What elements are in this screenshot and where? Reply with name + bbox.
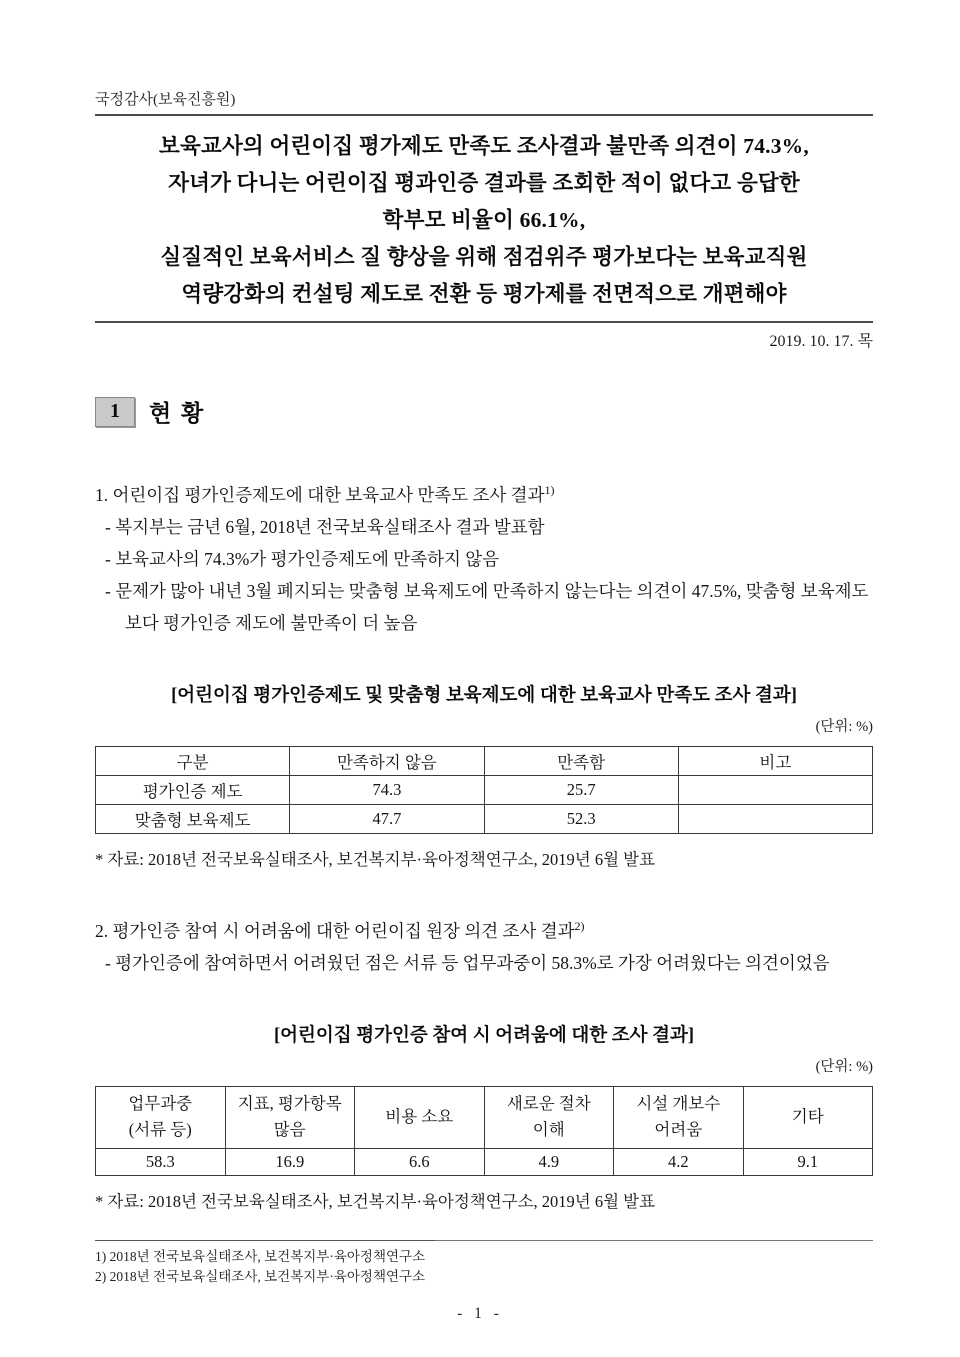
row-1-note [678,775,872,804]
value-new-procedure: 4.9 [484,1148,614,1175]
title-line-5: 역량강화의 컨설팅 제도로 전환 등 평가제를 전면적으로 개편해야 [181,282,787,306]
col-header-facility: 시설 개보수 어려움 [614,1086,744,1148]
item-1-bullet-3: - 문제가 많아 내년 3월 폐지되는 맞춤형 보육제도에 만족하지 않는다는 의견이 47.5%, 맞춤형 보육제도보다 평가인증 제도에 불만족이 더 높음 [105,580,869,633]
document-category-label: 국정감사(보육진흥원) [95,0,873,116]
row-1-not-satisfied: 74.3 [290,775,484,804]
table-2-caption: [어린이집 평가인증 참여 시 어려움에 대한 조사 결과] [274,1025,694,1046]
col-header-indicators: 지표, 평가항목 많음 [225,1086,355,1148]
difficulty-table [95,1086,873,1176]
col-header-satisfied: 만족함 [484,746,678,775]
value-cost: 6.6 [355,1148,485,1175]
table-1-caption: [어린이집 평가인증제도 및 맞춤형 보육제도에 대한 보육교사 만족도 조사 결과] [171,685,797,706]
footnotes-block [95,1240,873,1287]
satisfaction-table [95,746,873,834]
value-etc: 9.1 [743,1148,873,1175]
item-1-bullet-1: - 복지부는 금년 6월, 2018년 전국보육실태조사 결과 발표함 [105,516,545,537]
footnote-1: 1) 2018년 전국보육실태조사, 보건복지부·육아정책연구소 [95,1249,426,1264]
value-facility: 4.2 [614,1148,744,1175]
title-line-4: 실질적인 보육서비스 질 향상을 위해 점검위주 평가보다는 보육교직원 [160,245,808,269]
row-1-label: 평가인증 제도 [96,775,290,804]
col-header-cost: 비용 소요 [355,1086,485,1148]
page-number: - 1 - [457,1305,503,1322]
col-header-workload: 업무과중 (서류 등) [96,1086,226,1148]
value-workload: 58.3 [96,1148,226,1175]
table-2-source: * 자료: 2018년 전국보육실태조사, 보건복지부·육아정책연구소, 2019년 6월 발표 [95,1191,656,1211]
title-line-2: 자녀가 다니는 어린이집 평과인증 결과를 조회한 적이 없다고 응답한 [168,171,800,195]
survey-item-1 [95,474,873,639]
table-row [96,775,873,804]
value-indicators: 16.9 [225,1148,355,1175]
document-date: 2019. 10. 17. 목 [769,333,873,350]
table-1-unit-label: (단위: %) [815,718,873,735]
footnote-ref-2: 2) [574,918,585,933]
title-line-3: 학부모 비율이 66.1%, [382,208,586,232]
table-2-unit-label: (단위: %) [815,1058,873,1075]
row-1-satisfied: 25.7 [484,775,678,804]
item-2-heading-text: 2. 평가인증 참여 시 어려움에 대한 어린이집 원장 의견 조사 결과 [95,920,575,941]
col-header-note: 비고 [678,746,872,775]
col-header-etc: 기타 [743,1086,873,1148]
table-1-source: * 자료: 2018년 전국보육실태조사, 보건복지부·육아정책연구소, 2019년 6월 발표 [95,849,656,869]
section-number-badge: 1 [95,397,135,427]
title-line-1: 보육교사의 어린이집 평가제도 만족도 조사결과 불만족 의견이 74.3%, [159,134,809,158]
row-2-note [678,804,872,833]
row-2-label: 맞춤형 보육제도 [96,804,290,833]
item-1-bullet-2: - 보육교사의 74.3%가 평가인증제도에 만족하지 않음 [105,548,500,569]
footnote-2: 2) 2018년 전국보육실태조사, 보건복지부·육아정책연구소 [95,1269,426,1284]
document-title [95,128,873,323]
item-1-heading [95,474,873,511]
col-header-new-procedure: 새로운 절차 이해 [484,1086,614,1148]
item-2-bullet-1: - 평가인증에 참여하면서 어려웠던 점은 서류 등 업무과중이 58.3%로 가장 어려웠다는 의견이었음 [105,952,830,973]
table-header-row [96,1086,873,1148]
row-2-not-satisfied: 47.7 [290,804,484,833]
col-header-gubun: 구분 [96,746,290,775]
item-2-heading [95,910,873,947]
section-heading [95,395,873,428]
survey-item-2 [95,910,873,979]
row-2-satisfied: 52.3 [484,804,678,833]
table-row [96,1148,873,1175]
table-header-row [96,746,873,775]
footnote-ref-1: 1) [544,483,555,497]
page-content [95,0,873,1212]
col-header-not-satisfied: 만족하지 않음 [290,746,484,775]
item-1-heading-text: 1. 어린이집 평가인증제도에 대한 보육교사 만족도 조사 결과 [95,484,545,505]
table-row [96,804,873,833]
section-title: 현 황 [149,401,206,426]
